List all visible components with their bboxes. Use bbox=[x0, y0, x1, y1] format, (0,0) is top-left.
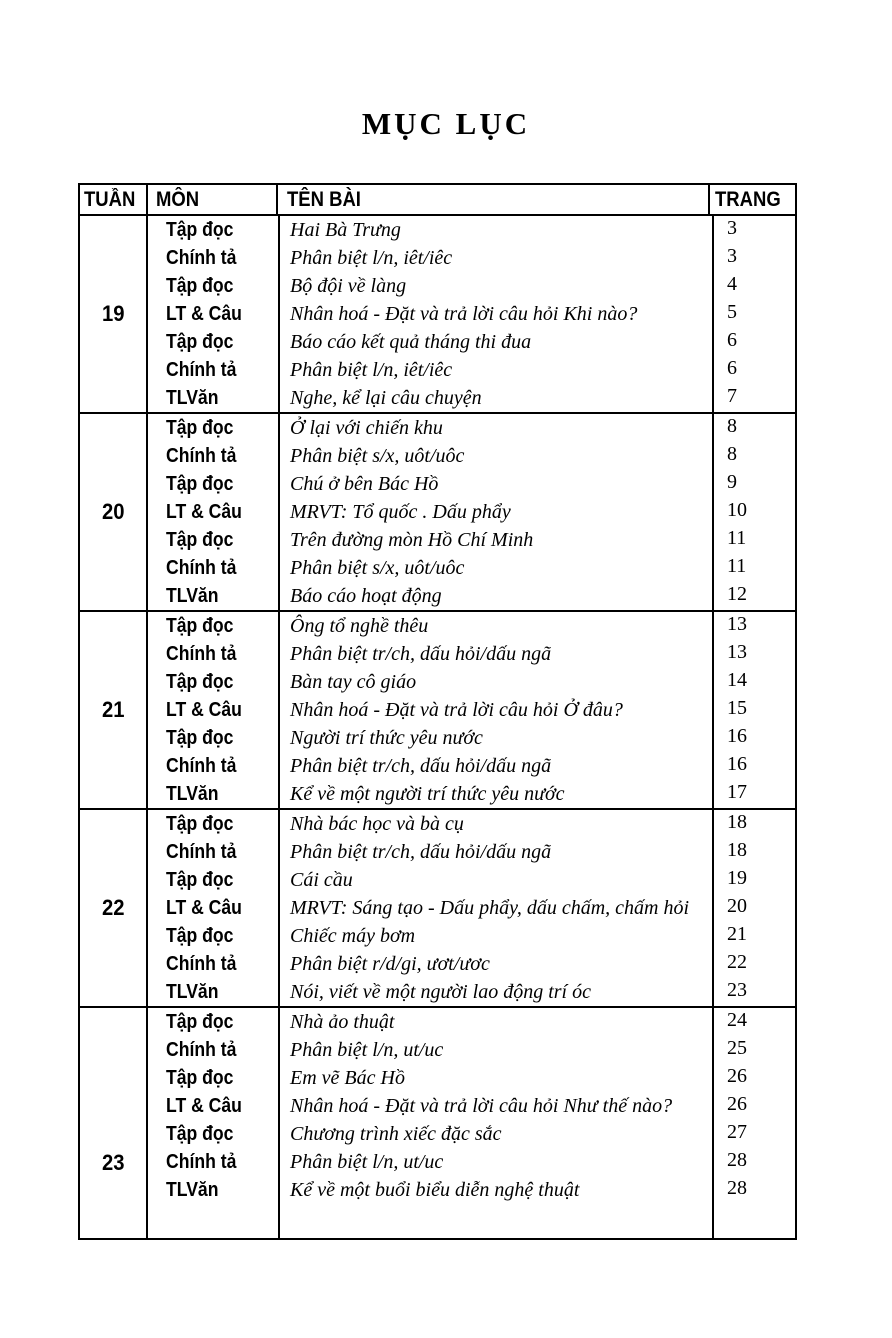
subject-cell-label: Tập đọc bbox=[166, 614, 234, 637]
page-column bbox=[714, 216, 795, 412]
lesson-title-cell: Phân biệt s/x, uôt/uôc bbox=[290, 556, 465, 579]
page-number-cell: 14 bbox=[727, 668, 747, 691]
subject-cell-label: Chính tả bbox=[166, 1150, 237, 1173]
table-header-row bbox=[80, 185, 795, 216]
subject-cell bbox=[148, 668, 278, 696]
page-number-cell: 16 bbox=[727, 724, 747, 747]
lesson-title-cell: Phân biệt tr/ch, dấu hỏi/dấu ngã bbox=[290, 754, 552, 777]
lesson-title-cell: Trên đường mòn Hồ Chí Minh bbox=[290, 528, 534, 551]
page-column bbox=[714, 612, 795, 808]
subject-cell-label: LT & Câu bbox=[166, 896, 242, 919]
week-block bbox=[80, 810, 795, 1008]
page-number-cell: 8 bbox=[727, 414, 737, 437]
header-week bbox=[80, 185, 148, 214]
title-column bbox=[280, 1008, 714, 1238]
subject-cell bbox=[148, 216, 278, 244]
subject-cell bbox=[148, 554, 278, 582]
subject-cell bbox=[148, 442, 278, 470]
lesson-title-cell: Chiếc máy bơm bbox=[290, 924, 416, 947]
subject-cell bbox=[148, 1120, 278, 1148]
lesson-title-cell: Báo cáo hoạt động bbox=[290, 584, 442, 607]
subject-cell bbox=[148, 384, 278, 412]
subject-cell-label: Tập đọc bbox=[166, 812, 234, 835]
week-cell bbox=[80, 810, 148, 1006]
week-number: 20 bbox=[101, 499, 125, 524]
subject-cell-label: Chính tả bbox=[166, 246, 237, 269]
subject-cell-label: TLVăn bbox=[166, 782, 219, 805]
lesson-title-cell: Phân biệt l/n, ut/uc bbox=[290, 1038, 444, 1061]
subject-cell-label: TLVăn bbox=[166, 1178, 219, 1201]
page-number-cell: 27 bbox=[727, 1120, 747, 1143]
week-block bbox=[80, 414, 795, 612]
subject-cell bbox=[148, 272, 278, 300]
subject-cell-label: LT & Câu bbox=[166, 698, 242, 721]
page-number-cell: 18 bbox=[727, 810, 747, 833]
subject-cell bbox=[148, 498, 278, 526]
subject-cell bbox=[148, 696, 278, 724]
header-subject-label: MÔN bbox=[156, 187, 200, 211]
header-week-label: TUẦN bbox=[83, 187, 136, 211]
subject-cell-label: Tập đọc bbox=[166, 416, 234, 439]
page-column bbox=[714, 1008, 795, 1238]
page-number-cell: 17 bbox=[727, 780, 747, 803]
lesson-title-cell: Bộ đội về làng bbox=[290, 274, 407, 297]
subject-cell bbox=[148, 1036, 278, 1064]
page-number-cell: 26 bbox=[727, 1064, 747, 1087]
lesson-title-cell: Phân biệt l/n, ut/uc bbox=[290, 1150, 444, 1173]
page-number-cell: 16 bbox=[727, 752, 747, 775]
toc-body bbox=[80, 216, 795, 1238]
subject-cell bbox=[148, 780, 278, 808]
lesson-title-cell: Chương trình xiếc đặc sắc bbox=[290, 1122, 502, 1145]
week-block bbox=[80, 1008, 795, 1238]
subject-cell bbox=[148, 1064, 278, 1092]
subject-cell bbox=[148, 244, 278, 272]
week-cell bbox=[80, 1008, 148, 1238]
page-title: MỤC LỤC bbox=[361, 106, 531, 141]
page-number-cell: 3 bbox=[727, 244, 737, 267]
lesson-title-cell: Phân biệt s/x, uôt/uôc bbox=[290, 444, 465, 467]
page-number-cell: 15 bbox=[727, 696, 747, 719]
subject-column bbox=[148, 216, 280, 412]
lesson-title-cell: Cái cầu bbox=[290, 868, 353, 891]
week-cell bbox=[80, 612, 148, 808]
page-number-cell: 11 bbox=[727, 526, 747, 549]
page-column bbox=[714, 810, 795, 1006]
page-number-cell: 28 bbox=[727, 1176, 747, 1199]
subject-cell bbox=[148, 640, 278, 668]
lesson-title-cell: Bàn tay cô giáo bbox=[290, 670, 417, 693]
lesson-title-cell: Nhà ảo thuật bbox=[290, 1010, 395, 1033]
lesson-title-cell: Nhân hoá - Đặt và trả lời câu hỏi Khi nào? bbox=[290, 302, 638, 325]
toc-table bbox=[78, 183, 797, 1240]
page-number-cell: 23 bbox=[727, 978, 747, 1001]
week-number: 23 bbox=[101, 1150, 125, 1175]
subject-cell-label: Chính tả bbox=[166, 840, 237, 863]
subject-cell-label: Chính tả bbox=[166, 358, 237, 381]
subject-cell bbox=[148, 470, 278, 498]
subject-cell bbox=[148, 810, 278, 838]
subject-column bbox=[148, 1008, 280, 1238]
subject-cell-label: Chính tả bbox=[166, 754, 237, 777]
subject-cell-label: Chính tả bbox=[166, 556, 237, 579]
lesson-title-cell: Phân biệt r/d/gi, ươt/ươc bbox=[290, 952, 490, 975]
subject-cell bbox=[148, 356, 278, 384]
lesson-title-cell: Người trí thức yêu nước bbox=[290, 726, 483, 749]
week-number: 22 bbox=[101, 895, 125, 920]
lesson-title-cell: MRVT: Sáng tạo - Dấu phẩy, dấu chấm, chấm hỏi bbox=[290, 896, 690, 919]
subject-cell-label: LT & Câu bbox=[166, 1094, 242, 1117]
lesson-title-cell: Ở lại với chiến khu bbox=[290, 416, 443, 439]
subject-cell bbox=[148, 950, 278, 978]
lesson-title-cell: MRVT: Tổ quốc . Dấu phẩy bbox=[290, 500, 511, 523]
lesson-title-cell: Em vẽ Bác Hồ bbox=[290, 1066, 405, 1089]
subject-cell-label: Chính tả bbox=[166, 952, 237, 975]
page-column bbox=[714, 414, 795, 610]
subject-cell bbox=[148, 414, 278, 442]
page-number-cell: 25 bbox=[727, 1036, 747, 1059]
header-page bbox=[710, 185, 791, 214]
header-lesson-title bbox=[278, 185, 710, 214]
subject-cell-label: Tập đọc bbox=[166, 472, 234, 495]
page-number-cell: 26 bbox=[727, 1092, 747, 1115]
page-number-cell: 28 bbox=[727, 1148, 747, 1171]
week-number: 19 bbox=[101, 301, 125, 326]
subject-cell-label: LT & Câu bbox=[166, 302, 242, 325]
lesson-title-cell: Kể về một buổi biểu diễn nghệ thuật bbox=[290, 1178, 580, 1201]
subject-cell bbox=[148, 526, 278, 554]
subject-cell bbox=[148, 612, 278, 640]
subject-cell bbox=[148, 922, 278, 950]
header-subject bbox=[148, 185, 278, 214]
lesson-title-cell: Kể về một người trí thức yêu nước bbox=[290, 782, 565, 805]
page-number-cell: 6 bbox=[727, 356, 737, 379]
lesson-title-cell: Nghe, kể lại câu chuyện bbox=[290, 386, 482, 409]
lesson-title-cell: Nhân hoá - Đặt và trả lời câu hỏi Ở đâu? bbox=[290, 698, 623, 721]
subject-cell bbox=[148, 1176, 278, 1204]
subject-column bbox=[148, 414, 280, 610]
lesson-title-cell: Nói, viết về một người lao động trí óc bbox=[290, 980, 591, 1003]
subject-cell-label: Tập đọc bbox=[166, 1010, 234, 1033]
subject-cell-label: Tập đọc bbox=[166, 274, 234, 297]
page-number-cell: 5 bbox=[727, 300, 737, 323]
subject-cell bbox=[148, 1148, 278, 1176]
week-cell bbox=[80, 216, 148, 412]
lesson-title-cell: Chú ở bên Bác Hồ bbox=[290, 472, 439, 495]
lesson-title-cell: Phân biệt tr/ch, dấu hỏi/dấu ngã bbox=[290, 642, 552, 665]
page-number-cell: 21 bbox=[727, 922, 747, 945]
page-number-cell: 4 bbox=[727, 272, 737, 295]
page-number-cell: 11 bbox=[727, 554, 747, 577]
subject-cell bbox=[148, 838, 278, 866]
page-number-cell: 8 bbox=[727, 442, 737, 465]
subject-cell bbox=[148, 752, 278, 780]
page-number-cell: 13 bbox=[727, 612, 747, 635]
subject-cell-label: Tập đọc bbox=[166, 924, 234, 947]
title-column bbox=[280, 810, 714, 1006]
lesson-title-cell: Phân biệt tr/ch, dấu hỏi/dấu ngã bbox=[290, 840, 552, 863]
title-column bbox=[280, 414, 714, 610]
lesson-title-cell: Phân biệt l/n, iêt/iêc bbox=[290, 358, 453, 381]
subject-cell-label: Tập đọc bbox=[166, 1122, 234, 1145]
subject-cell-label: TLVăn bbox=[166, 980, 219, 1003]
lesson-title-cell: Phân biệt l/n, iêt/iêc bbox=[290, 246, 453, 269]
subject-cell bbox=[148, 866, 278, 894]
page-number-cell: 3 bbox=[727, 216, 737, 239]
page-number-cell: 13 bbox=[727, 640, 747, 663]
lesson-title-cell: Nhà bác học và bà cụ bbox=[290, 812, 464, 835]
page-number-cell: 12 bbox=[727, 582, 747, 605]
week-cell bbox=[80, 414, 148, 610]
lesson-title-cell: Ông tổ nghề thêu bbox=[290, 614, 429, 637]
subject-column bbox=[148, 612, 280, 808]
week-block bbox=[80, 216, 795, 414]
subject-cell bbox=[148, 978, 278, 1006]
page-number-cell: 10 bbox=[727, 498, 747, 521]
subject-cell-label: Tập đọc bbox=[166, 528, 234, 551]
subject-cell-label: Tập đọc bbox=[166, 1066, 234, 1089]
subject-cell bbox=[148, 328, 278, 356]
week-number: 21 bbox=[101, 697, 125, 722]
header-lesson-title-label: TÊN BÀI bbox=[287, 187, 361, 211]
subject-cell-label: LT & Câu bbox=[166, 500, 242, 523]
page-number-cell: 18 bbox=[727, 838, 747, 861]
subject-cell bbox=[148, 300, 278, 328]
week-block bbox=[80, 612, 795, 810]
subject-cell-label: Tập đọc bbox=[166, 218, 234, 241]
subject-cell bbox=[148, 1092, 278, 1120]
subject-cell-label: Chính tả bbox=[166, 1038, 237, 1061]
title-column bbox=[280, 216, 714, 412]
subject-cell-label: Tập đọc bbox=[166, 726, 234, 749]
page-number-cell: 9 bbox=[727, 470, 737, 493]
header-page-label: TRANG bbox=[715, 187, 781, 211]
lesson-title-cell: Báo cáo kết quả tháng thi đua bbox=[290, 330, 532, 353]
subject-cell-label: TLVăn bbox=[166, 386, 219, 409]
subject-cell bbox=[148, 1008, 278, 1036]
page-number-cell: 6 bbox=[727, 328, 737, 351]
subject-cell-label: Tập đọc bbox=[166, 670, 234, 693]
subject-cell-label: Tập đọc bbox=[166, 330, 234, 353]
subject-cell-label: Chính tả bbox=[166, 444, 237, 467]
lesson-title-cell: Hai Bà Trưng bbox=[290, 218, 401, 241]
page-number-cell: 7 bbox=[727, 384, 737, 407]
page-number-cell: 22 bbox=[727, 950, 747, 973]
subject-cell bbox=[148, 724, 278, 752]
page-number-cell: 24 bbox=[727, 1008, 747, 1031]
subject-cell-label: Tập đọc bbox=[166, 868, 234, 891]
subject-cell bbox=[148, 894, 278, 922]
subject-cell-label: Chính tả bbox=[166, 642, 237, 665]
subject-cell-label: TLVăn bbox=[166, 584, 219, 607]
lesson-title-cell: Nhân hoá - Đặt và trả lời câu hỏi Như thế nào? bbox=[290, 1094, 673, 1117]
page-number-cell: 20 bbox=[727, 894, 747, 917]
title-column bbox=[280, 612, 714, 808]
subject-cell bbox=[148, 582, 278, 610]
subject-column bbox=[148, 810, 280, 1006]
page-number-cell: 19 bbox=[727, 866, 747, 889]
